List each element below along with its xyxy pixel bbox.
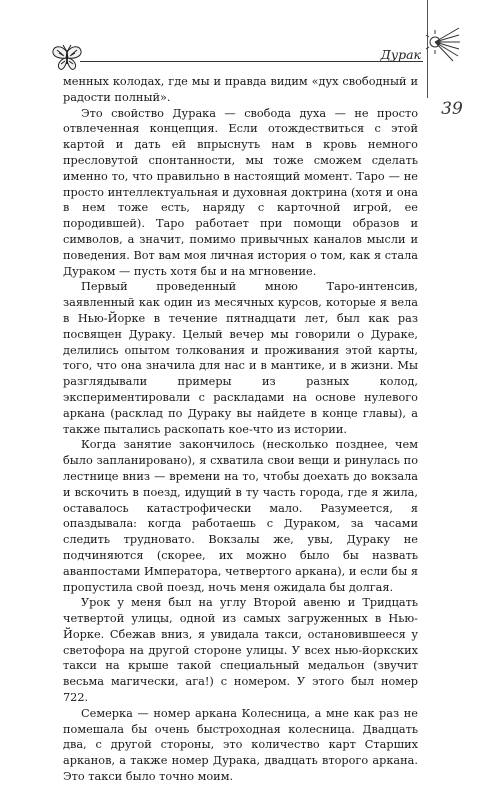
paragraph: Первый проведенный мною Таро-интенсив, заявленный как один из месячных курсов, которые я вела в Нью-Йорке в течение пятнадцати лет, был как раз посвящен Дураку. Целый вечер мы говорили о Дураке, делились опытом толкования и проживания этой карты, того, что она значила для нас и в мантике, и в жизни. Мы разглядывали примеры из разных колод, экспериментировали с раскладами на основе нулевого аркана (расклад по Дураку вы найдете в конце главы), а также пытались раскопать кое-что из истории. <box>63 280 418 436</box>
body-text <box>63 74 418 785</box>
header-rule <box>80 61 423 62</box>
paragraph: менных колодах, где мы и правда видим «дух свободный и радости полный». <box>63 75 418 104</box>
page-number: 39 <box>441 99 463 119</box>
running-title: Дурак <box>380 47 421 62</box>
paragraph: Урок у меня был на углу Второй авеню и Тридцать четвертой улицы, одной из самых загруженных в Нью-Йорке. Сбежав вниз, я увидала такси, остановившееся у светофора на другой стороне улицы. У всех нью-йоркских такси на крыше такой специальный медальон (звучит весьма магически, ага!) с номером. У этого был номер 722. <box>63 596 418 705</box>
paragraph: Семерка — номер аркана Колесница, а мне как раз не помешала бы очень быстроходная колесница. Двадцать два, с другой стороны, это количество карт Старших арканов, а также номер Дурака, двадцать второго аркана. Это такси было точно моим. <box>63 706 418 784</box>
butterfly-icon <box>50 44 84 72</box>
sun-icon <box>425 24 461 64</box>
paragraph: Когда занятие закончилось (несколько позднее, чем было запланировано), я схватила свои вещи и ринулась по лестнице вниз — времени на то, чтобы доехать до вокзала и вскочить в поезд, идущий в ту часть города, где я жила, оставалось катастрофически мало. Разумеется, я опаздывала: когда работаешь с Дураком, за часами следить трудновато. Вокзалы же, увы, Дураку не подчиняются (скорее, их можно было бы назвать аванпостами Императора, четвертого аркана), и если бы я пропустила свой поезд, ночь меня ожидала бы долгая. <box>63 438 418 594</box>
paragraph: Это свойство Дурака — свобода духа — не просто отвлеченная концепция. Если отождествиться с этой картой и дать ей впрыснуть нам в кровь немного пресловутой спонтанности, мы тоже сможем сделать именно то, что правильно в настоящий момент. Таро — не просто интеллектуальная и духовная доктрина (хотя и она в нем тоже есть, наряду с карточной игрой, ее породившей). Таро работает при помощи образов и символов, а значит, помимо привычных каналов мысли и поведения. Вот вам моя личная история о том, как я стала Дураком — пусть хотя бы и на мгновение. <box>63 106 418 278</box>
